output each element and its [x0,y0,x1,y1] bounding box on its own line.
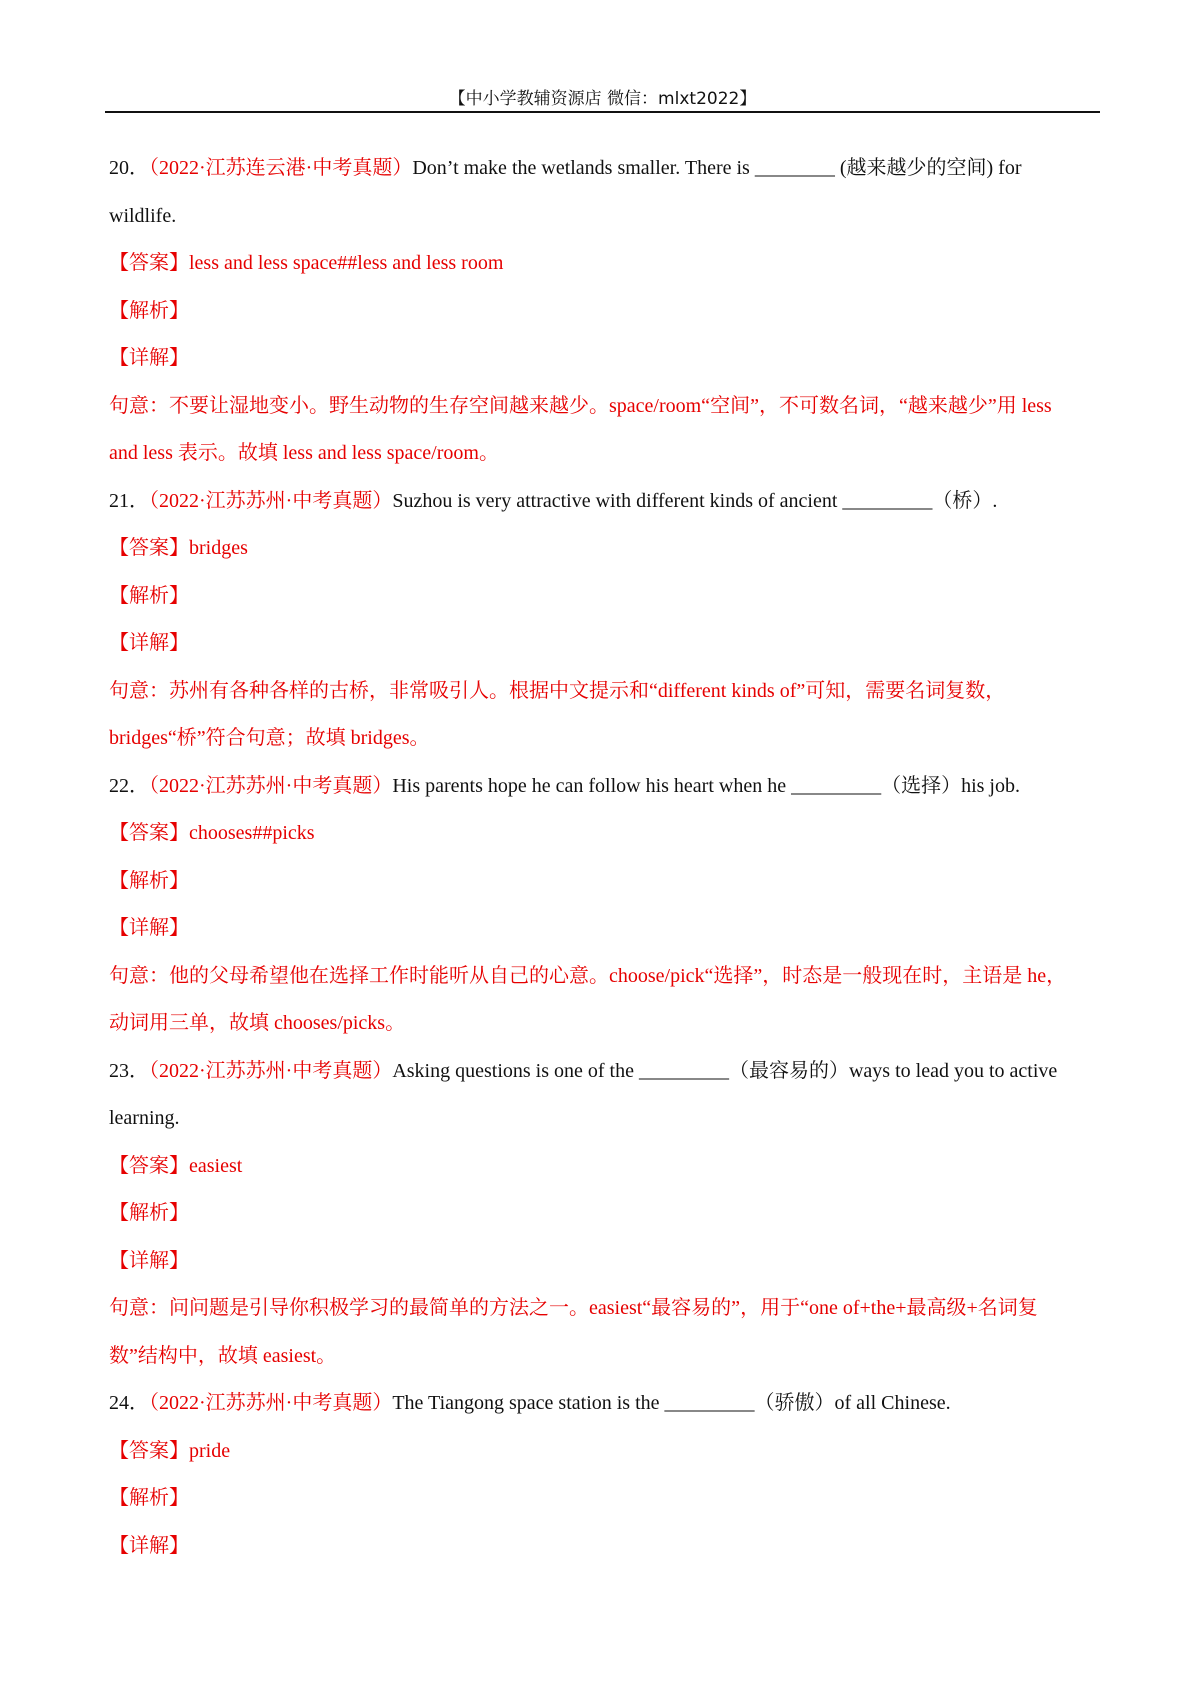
question-number: 20． [109,157,149,179]
answer-tag: 【答案】 [109,1439,189,1462]
question-stem: Don’t make the wetlands smaller. There is ________ (越来越少的空间) for [412,157,1022,179]
header-divider [105,111,1100,113]
analysis-tag: 【解析】 [109,1487,189,1509]
question-source: （2022·江苏连云港·中考真题） [149,157,413,179]
question-stem: wildlife. [109,204,177,227]
detail-tag: 【详解】 [109,347,189,369]
question-22 [109,763,1099,1048]
question-number: 21． [109,489,149,512]
answer-tag: 【答案】 [109,537,189,559]
detail-text: bridges“桥”符合句意；故填 bridges。 [109,727,430,749]
question-20 [109,145,1099,478]
analysis-tag: 【解析】 [109,584,189,607]
answer-tag: 【答案】 [109,822,189,844]
page-header: 【中小学教辅资源店 微信：mlxt2022】 [448,89,757,109]
detail-tag: 【详解】 [109,632,189,654]
question-24 [109,1380,1099,1570]
question-source: （2022·江苏苏州·中考真题） [149,1392,393,1414]
question-source: （2022·江苏苏州·中考真题） [149,489,393,512]
analysis-tag: 【解析】 [109,869,189,892]
detail-text: 句意：苏州有各种各样的古桥，非常吸引人。根据中文提示和“different kinds of”可知，需要名词复数， [109,679,1006,702]
question-list [109,145,1099,1570]
question-number: 23． [109,1059,149,1082]
detail-text: 句意：问问题是引导你积极学习的最简单的方法之一。easiest“最容易的”，用于“one of+the+最高级+名词复 [109,1297,1038,1319]
question-number: 24． [109,1392,149,1414]
detail-text: 数”结构中，故填 easiest。 [109,1344,337,1367]
answer-text: chooses##picks [189,822,315,844]
analysis-tag: 【解析】 [109,299,189,322]
question-21 [109,478,1099,763]
answer-text: less and less space##less and less room [189,252,504,274]
detail-text: 句意：不要让湿地变小。野生动物的生存空间越来越少。space/room“空间”，不可数名词，“越来越少”用 less [109,394,1052,417]
question-source: （2022·江苏苏州·中考真题） [149,774,393,797]
question-stem: Suzhou is very attractive with different kinds of ancient _________（桥）. [392,489,998,512]
question-23 [109,1048,1099,1381]
question-stem: The Tiangong space station is the _________（骄傲）of all Chinese. [392,1392,951,1414]
question-stem: His parents hope he can follow his heart when he _________（选择）his job. [392,774,1020,797]
detail-tag: 【详解】 [109,1249,189,1272]
answer-tag: 【答案】 [109,1154,189,1177]
answer-text: pride [189,1439,231,1462]
answer-text: easiest [189,1154,243,1177]
analysis-tag: 【解析】 [109,1202,189,1224]
detail-text: 动词用三单，故填 chooses/picks。 [109,1012,406,1034]
detail-tag: 【详解】 [109,1534,189,1557]
answer-tag: 【答案】 [109,252,189,274]
detail-text: and less 表示。故填 less and less space/room。 [109,442,499,464]
answer-text: bridges [189,537,248,559]
question-stem: learning. [109,1107,180,1129]
question-number: 22． [109,774,149,797]
question-stem: Asking questions is one of the _________（最容易的）ways to lead you to active [392,1059,1058,1082]
detail-tag: 【详解】 [109,917,189,939]
detail-text: 句意：他的父母希望他在选择工作时能听从自己的心意。choose/pick“选择”，时态是一般现在时，主语是 he， [109,964,1067,987]
question-source: （2022·江苏苏州·中考真题） [149,1059,393,1082]
